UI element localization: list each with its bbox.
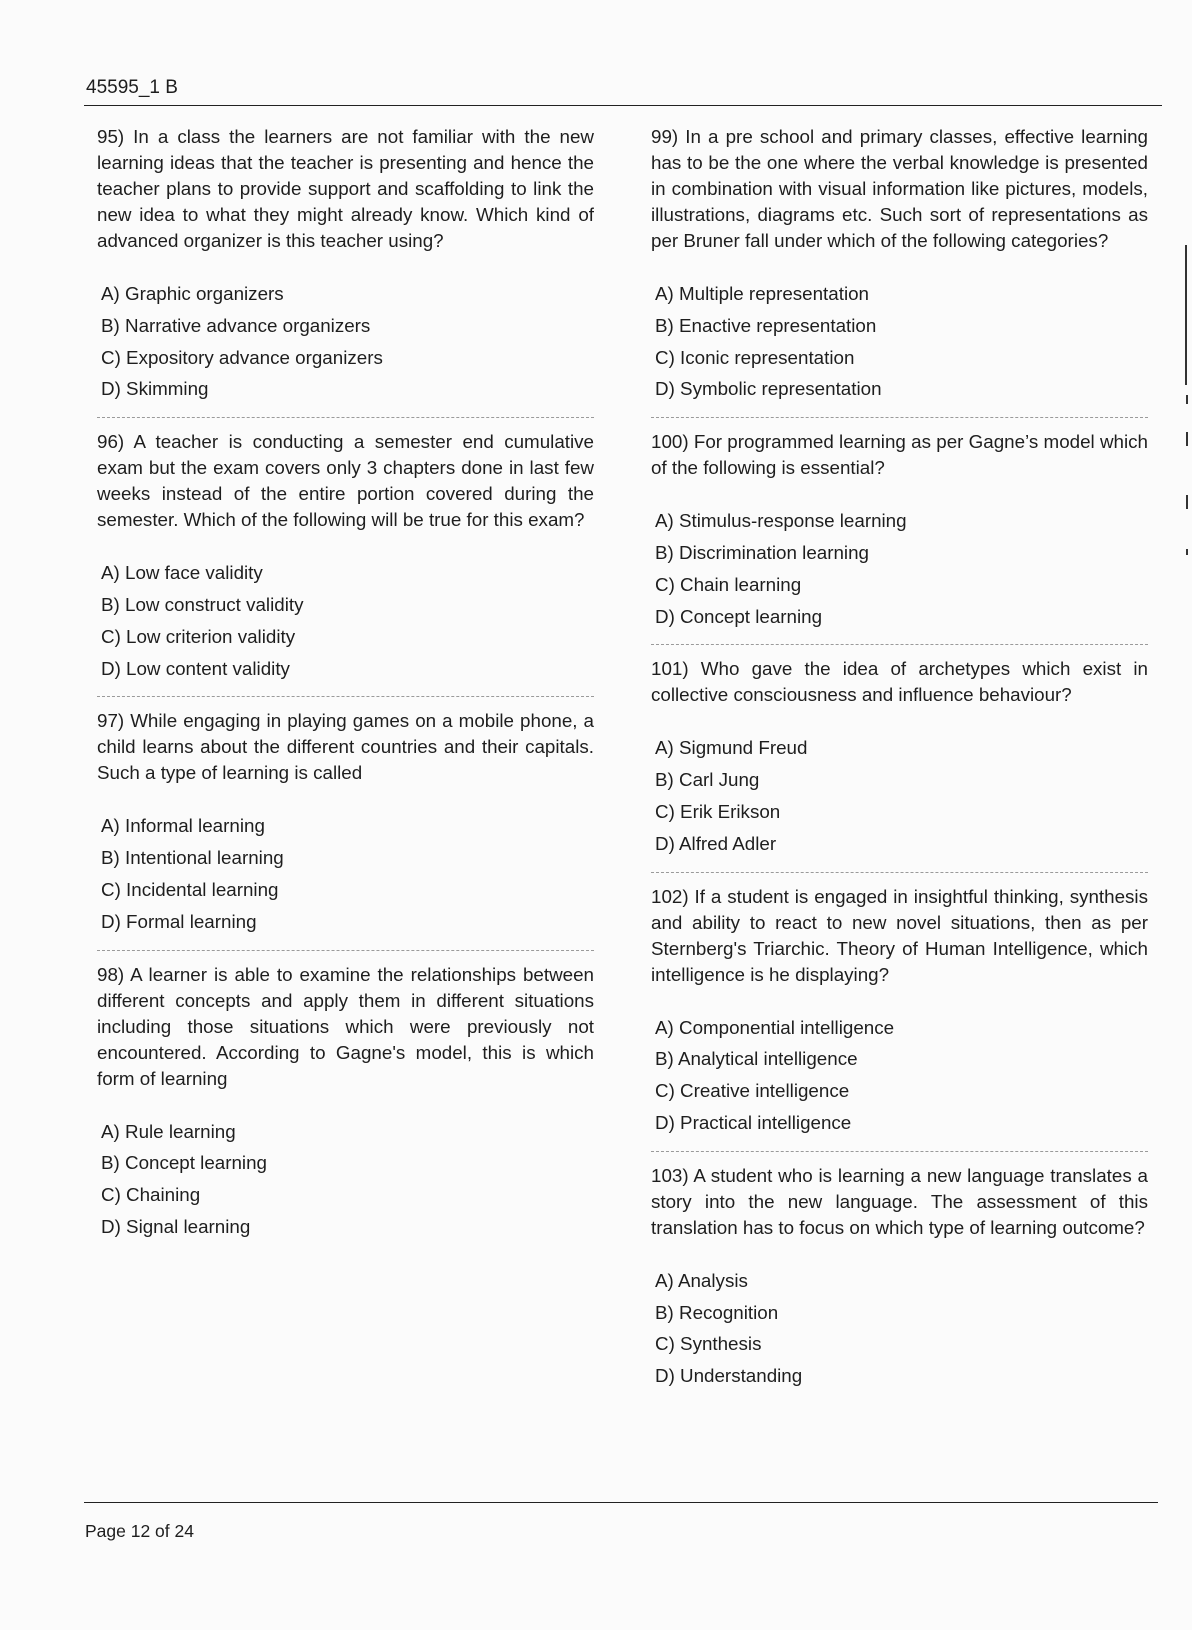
option-d: D) Signal learning	[101, 1215, 251, 1237]
option-a: A) Analysis	[655, 1269, 748, 1291]
scan-edge-mark	[1185, 245, 1187, 385]
question-stem: 97) While engaging in playing games on a mobile phone, a child learns about the different countries and their capitals. Such a type of learning is called	[97, 710, 594, 784]
option-b: B) Discrimination learning	[655, 541, 869, 563]
header-rule	[84, 105, 1162, 106]
scan-edge-mark	[1186, 395, 1188, 404]
question-stem: 101) Who gave the idea of archetypes which exist in collective consciousness and influence behaviour?	[651, 658, 1148, 706]
scan-edge-mark	[1186, 495, 1188, 509]
right-column	[651, 124, 1148, 1397]
option-list	[655, 737, 1148, 864]
left-column	[97, 124, 594, 1248]
question-stem: 95) In a class the learners are not familiar with the new learning ideas that the teacher is presenting and hence the teacher plans to provide support and scaffolding to link the new idea to what they might already know. Which kind of advanced organizer is this teacher using?	[97, 126, 594, 251]
option-list	[655, 510, 1148, 637]
option-a: A) Stimulus-response learning	[655, 510, 907, 532]
option-a: A) Low face validity	[101, 562, 263, 584]
option-c: C) Erik Erikson	[655, 800, 781, 822]
option-d: D) Understanding	[655, 1365, 803, 1387]
option-d: D) Concept learning	[655, 605, 823, 627]
question-divider	[651, 872, 1148, 873]
paper-code: 45595_1 B	[86, 77, 178, 98]
option-b: B) Analytical intelligence	[655, 1048, 858, 1070]
option-list	[101, 1121, 594, 1248]
question-stem: 102) If a student is engaged in insightful thinking, synthesis and ability to react to new novel situations, then as per Sternberg's Triarchic. Theory of Human Intelligence, which intelligence is he displaying?	[651, 885, 1148, 985]
question-divider	[97, 417, 594, 418]
option-b: B) Intentional learning	[101, 847, 284, 869]
option-list	[655, 1017, 1148, 1144]
option-d: D) Low content validity	[101, 657, 290, 679]
option-b: B) Narrative advance organizers	[101, 314, 371, 336]
question-95	[97, 124, 594, 410]
option-list	[655, 283, 1148, 410]
option-d: D) Skimming	[101, 378, 209, 400]
scan-edge-mark	[1186, 432, 1188, 446]
question-divider	[651, 1151, 1148, 1152]
option-c: C) Expository advance organizers	[101, 346, 383, 368]
option-d: D) Practical intelligence	[655, 1111, 852, 1133]
option-list	[101, 283, 594, 410]
question-divider	[651, 417, 1148, 418]
question-100	[651, 429, 1148, 637]
option-d: D) Formal learning	[101, 910, 257, 932]
option-a: A) Informal learning	[101, 815, 265, 837]
option-a: A) Sigmund Freud	[655, 737, 808, 759]
option-b: B) Carl Jung	[655, 769, 760, 791]
option-c: C) Synthesis	[655, 1333, 762, 1355]
option-list	[655, 1270, 1148, 1397]
scan-edge-mark	[1186, 549, 1188, 555]
option-a: A) Rule learning	[101, 1120, 236, 1142]
question-98	[97, 962, 594, 1248]
option-a: A) Graphic organizers	[101, 283, 284, 304]
question-101	[651, 656, 1148, 864]
question-stem: 96) A teacher is conducting a semester end cumulative exam but the exam covers only 3 chapters done in last few weeks instead of the entire portion covered during the semester. Which of the following will be true for this exam?	[97, 431, 594, 531]
option-c: C) Chain learning	[655, 573, 802, 595]
option-b: B) Enactive representation	[655, 314, 877, 336]
footer-rule	[84, 1502, 1158, 1503]
question-stem: 99) In a pre school and primary classes, effective learning has to be the one where the verbal knowledge is presented in combination with visual information like pictures, models, illustrations, diagrams etc. Such sort of representations as per Bruner fall under which of the following categories?	[651, 126, 1148, 251]
option-c: C) Iconic representation	[655, 346, 855, 368]
question-stem: 103) A student who is learning a new language translates a story into the new language. The assessment of this translation has to focus on which type of learning outcome?	[651, 1164, 1148, 1238]
question-97	[97, 708, 594, 942]
question-103	[651, 1163, 1148, 1397]
option-a: A) Multiple representation	[655, 283, 870, 304]
option-c: C) Creative intelligence	[655, 1080, 850, 1102]
option-list	[101, 562, 594, 689]
question-stem: 100) For programmed learning as per Gagne’s model which of the following is essential?	[651, 431, 1148, 479]
option-d: D) Alfred Adler	[655, 832, 777, 854]
option-b: B) Low construct validity	[101, 593, 304, 615]
option-c: C) Incidental learning	[101, 878, 279, 900]
option-c: C) Low criterion validity	[101, 625, 296, 647]
question-102	[651, 884, 1148, 1144]
option-b: B) Recognition	[655, 1301, 779, 1323]
option-d: D) Symbolic representation	[655, 378, 882, 400]
question-stem: 98) A learner is able to examine the relationships between different concepts and apply them in different situations including those situations which were previously not encountered. According to Gagne's model, this is which form of learning	[97, 963, 594, 1089]
question-96	[97, 429, 594, 689]
page-number: Page 12 of 24	[85, 1521, 194, 1541]
question-divider	[97, 950, 594, 951]
question-99	[651, 124, 1148, 410]
option-list	[101, 815, 594, 942]
option-a: A) Componential intelligence	[655, 1016, 895, 1038]
question-divider	[651, 644, 1148, 645]
option-b: B) Concept learning	[101, 1152, 267, 1174]
question-divider	[97, 696, 594, 697]
option-c: C) Chaining	[101, 1184, 201, 1206]
